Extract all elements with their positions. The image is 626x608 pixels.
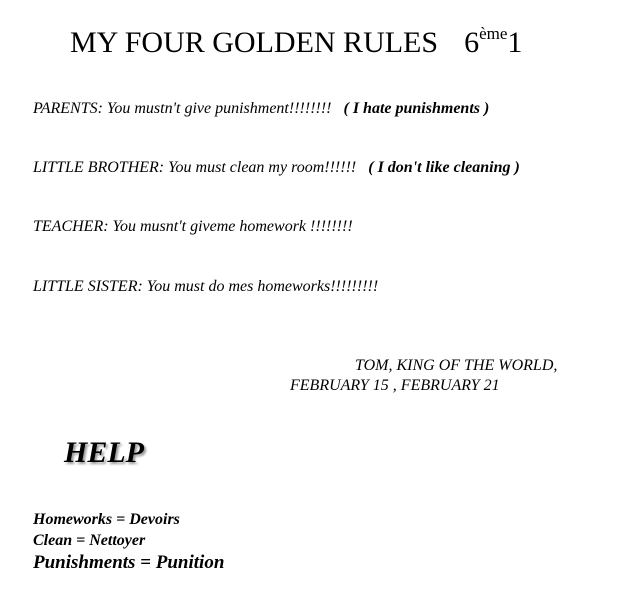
rule-text: LITTLE BROTHER: You must clean my room!!!!!! [33,159,357,176]
rule-note: ( I don't like cleaning ) [368,159,520,176]
page-title [70,26,522,60]
rule-parents [33,100,489,118]
signature-dates: FEBRUARY 15 , FEBRUARY 21 [290,377,500,394]
rule-note: ( I hate punishments ) [343,100,490,117]
class-number: 6 [464,26,480,59]
glossary-entry-punishments: Punishments = Punition [33,552,225,573]
rule-text: LITTLE SISTER: You must do mes homeworks!!!!!!!!! [33,278,379,295]
signature-name: TOM, KING OF THE WORLD, [355,357,558,374]
glossary-entry-clean: Clean = Nettoyer [33,532,146,549]
class-label [464,26,522,59]
class-suffix: 1 [507,26,523,59]
help-heading: HELP [64,436,144,469]
glossary-entry-homeworks: Homeworks = Devoirs [33,511,180,528]
title-text: MY FOUR GOLDEN RULES [70,26,439,59]
class-superscript: ème [479,24,508,43]
rule-little-brother [33,159,520,177]
rule-little-sister [33,278,378,296]
rule-teacher [33,218,353,236]
rule-text: PARENTS: You mustn't give punishment!!!!!!!! [33,100,332,117]
rule-text: TEACHER: You musnt't giveme homework !!!!!!!! [33,218,353,235]
